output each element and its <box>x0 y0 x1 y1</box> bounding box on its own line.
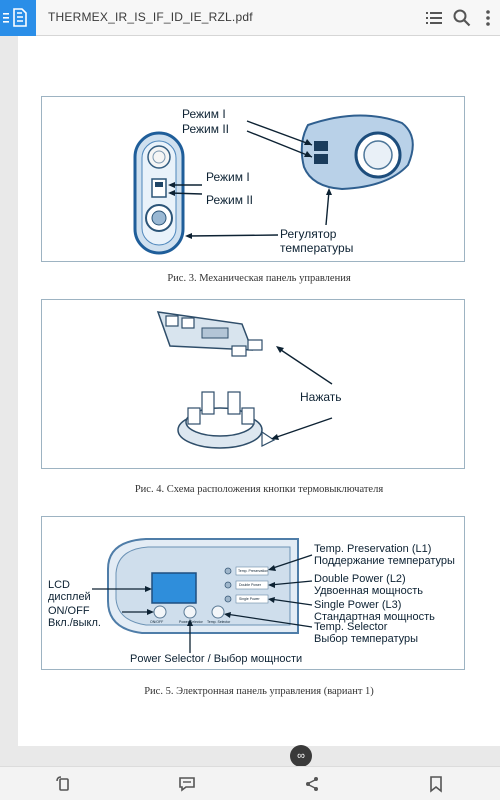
figure-5 <box>41 516 465 670</box>
comment-icon[interactable] <box>178 775 196 793</box>
label-regulator-2: температуры <box>280 241 354 255</box>
panel-text-temp: Temp. Selector <box>207 620 231 624</box>
app-menu-chip[interactable] <box>0 0 36 36</box>
label-onoff-1: ON/OFF <box>48 605 90 617</box>
label-double-2: Удвоенная мощность <box>314 585 423 597</box>
pdf-page[interactable] <box>18 36 500 746</box>
page-scroll-handle[interactable]: ∞ <box>290 745 312 767</box>
panel-text-ind-double: Double Power <box>239 583 261 587</box>
label-mode1: Режим I <box>206 170 250 184</box>
label-temp-pres-2: Поддержание температуры <box>314 555 455 567</box>
label-press: Нажать <box>300 390 342 404</box>
label-onoff-2: Вкл./выкл. <box>48 617 101 629</box>
list-icon[interactable] <box>424 8 444 28</box>
panel-text-onoff: ON/OFF <box>150 620 164 624</box>
thermostat-switch-illustration <box>42 300 466 470</box>
document-icon <box>0 0 36 36</box>
rotate-icon[interactable] <box>55 775 73 793</box>
panel-text-power: Power Selector <box>179 620 203 624</box>
top-app-bar <box>0 0 500 36</box>
bottom-toolbar <box>0 766 500 800</box>
more-vertical-icon[interactable] <box>478 8 498 28</box>
search-icon[interactable] <box>452 8 472 28</box>
document-title: THERMEX_IR_IS_IF_ID_IE_RZL.pdf <box>48 10 253 24</box>
figure-3 <box>41 96 465 262</box>
label-double-1: Double Power (L2) <box>314 573 406 585</box>
label-single-2: Стандартная мощность <box>314 611 435 623</box>
share-icon[interactable] <box>303 775 321 793</box>
label-lcd-1: LCD <box>48 579 71 591</box>
label-mode2: Режим II <box>206 193 253 207</box>
mechanical-panel-illustration <box>42 97 466 263</box>
label-lcd-2: дисплей <box>48 591 91 603</box>
bookmark-icon[interactable] <box>427 775 445 793</box>
figure-4-caption: Рис. 4. Схема расположения кнопки термовыключателя <box>134 484 384 495</box>
panel-text-ind-temp: Temp. Preservation <box>238 569 269 573</box>
panel-text-ind-single: Single Power <box>239 597 260 601</box>
label-temp-sel-1: Temp. Selector <box>314 621 388 633</box>
figure-3-caption: Рис. 3. Механическая панель управления <box>167 273 351 284</box>
label-power-selector: Power Selector / Выбор мощности <box>130 653 303 665</box>
label-single-1: Single Power (L3) <box>314 599 402 611</box>
label-mode2-top: Режим II <box>182 122 229 136</box>
label-regulator-1: Регулятор <box>280 227 337 241</box>
figure-4 <box>41 299 465 469</box>
label-mode1-top: Режим I <box>182 107 226 121</box>
label-temp-pres-1: Temp. Preservation (L1) <box>314 543 432 555</box>
figure-5-caption: Рис. 5. Электронная панель управления (вариант 1) <box>144 686 374 697</box>
label-temp-sel-2: Выбор температуры <box>314 633 419 645</box>
